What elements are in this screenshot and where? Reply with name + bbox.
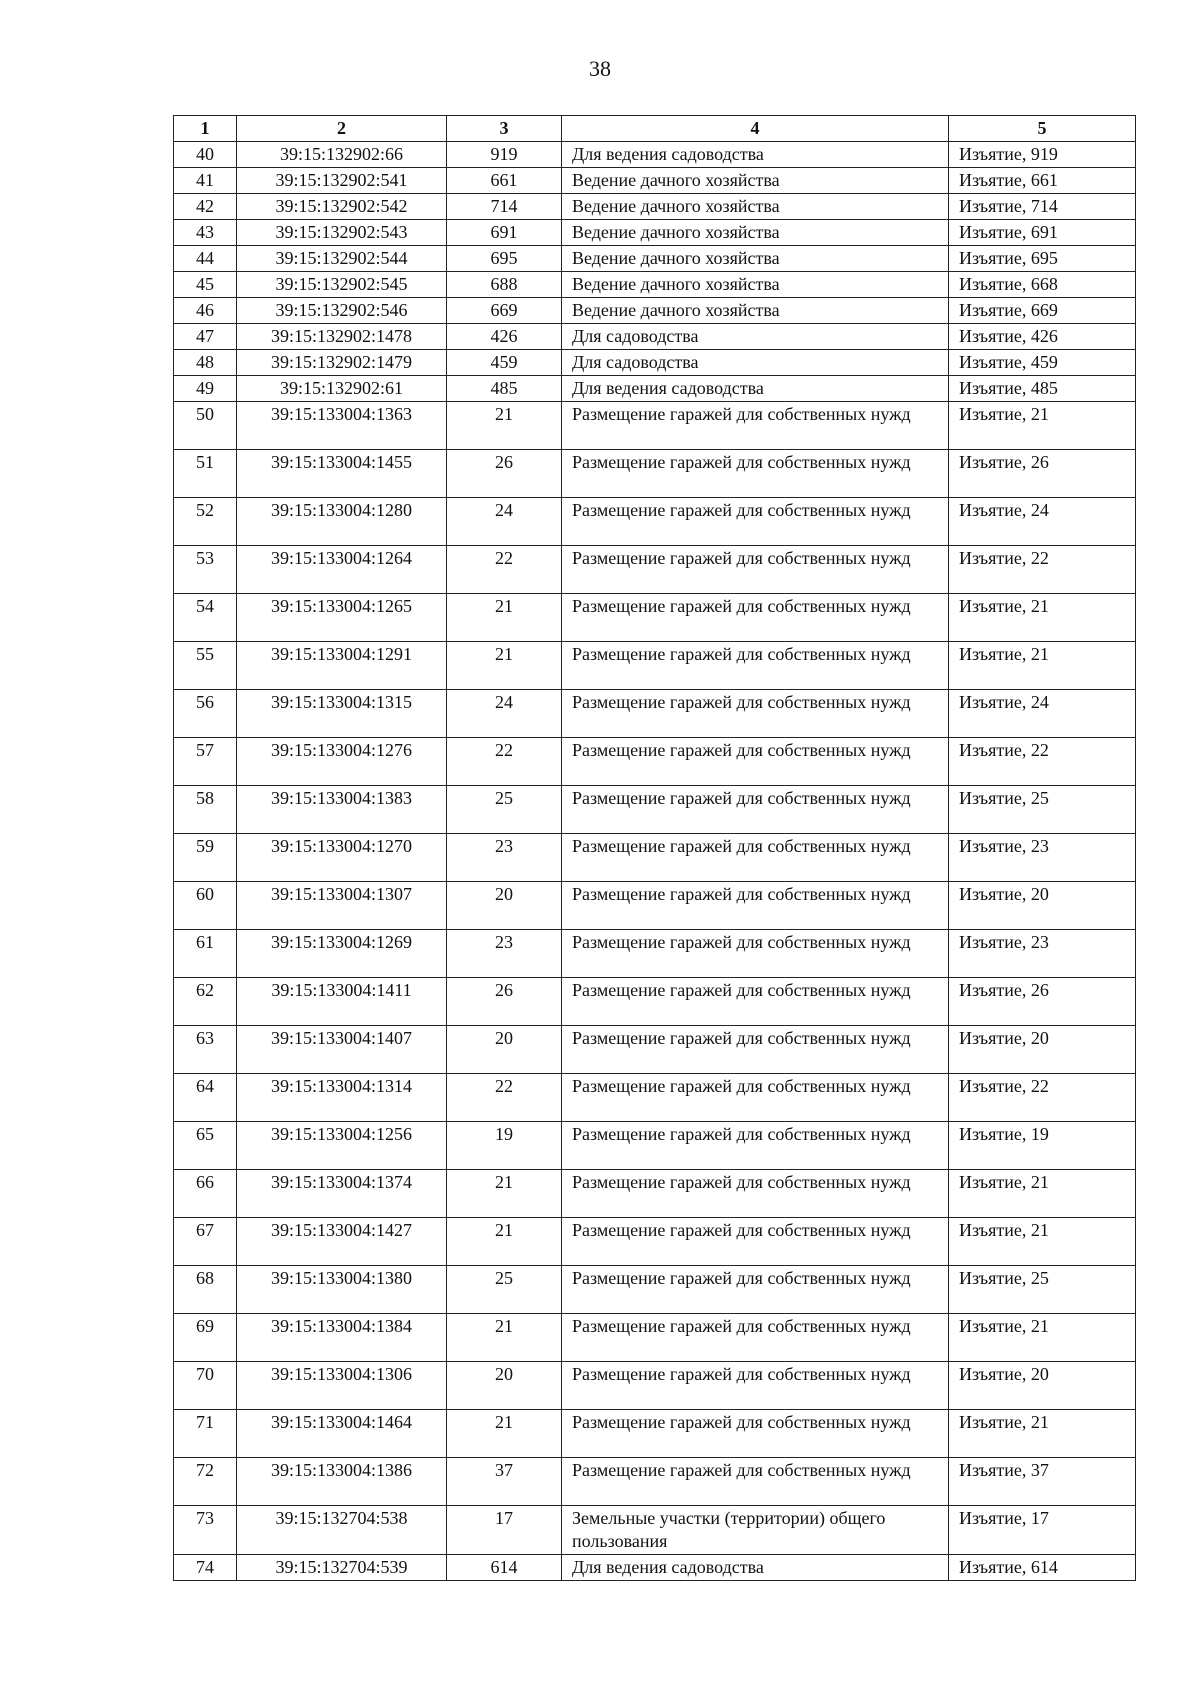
cadastral-number-cell: 39:15:133004:1386	[237, 1458, 447, 1506]
land-use-cell: Земельные участки (территории) общего пользования	[562, 1506, 949, 1555]
row-number-cell: 62	[174, 978, 237, 1026]
cadastral-number-cell: 39:15:133004:1291	[237, 642, 447, 690]
column-header-1: 1	[174, 116, 237, 142]
land-use-cell: Ведение дачного хозяйства	[562, 194, 949, 220]
cadastral-number-cell: 39:15:133004:1307	[237, 882, 447, 930]
table-row	[174, 882, 1136, 930]
action-cell: Изъятие, 17	[949, 1506, 1136, 1555]
action-cell: Изъятие, 21	[949, 642, 1136, 690]
area-cell: 22	[447, 546, 562, 594]
row-number-cell: 54	[174, 594, 237, 642]
land-use-cell: Ведение дачного хозяйства	[562, 246, 949, 272]
area-cell: 21	[447, 1314, 562, 1362]
area-cell: 17	[447, 1506, 562, 1555]
column-header-5: 5	[949, 116, 1136, 142]
table-row	[174, 1555, 1136, 1581]
table-row	[174, 1266, 1136, 1314]
action-cell: Изъятие, 26	[949, 450, 1136, 498]
cadastral-number-cell: 39:15:133004:1383	[237, 786, 447, 834]
row-number-cell: 55	[174, 642, 237, 690]
land-use-cell: Размещение гаражей для собственных нужд	[562, 1074, 949, 1122]
action-cell: Изъятие, 919	[949, 142, 1136, 168]
area-cell: 21	[447, 594, 562, 642]
cadastral-number-cell: 39:15:132902:541	[237, 168, 447, 194]
row-number-cell: 56	[174, 690, 237, 738]
area-cell: 21	[447, 1170, 562, 1218]
area-cell: 25	[447, 1266, 562, 1314]
row-number-cell: 52	[174, 498, 237, 546]
land-use-cell: Размещение гаражей для собственных нужд	[562, 882, 949, 930]
area-cell: 24	[447, 690, 562, 738]
action-cell: Изъятие, 661	[949, 168, 1136, 194]
cadastral-number-cell: 39:15:133004:1411	[237, 978, 447, 1026]
land-use-cell: Для ведения садоводства	[562, 142, 949, 168]
cadastral-number-cell: 39:15:132902:544	[237, 246, 447, 272]
row-number-cell: 53	[174, 546, 237, 594]
land-use-cell: Размещение гаражей для собственных нужд	[562, 1458, 949, 1506]
table-header	[174, 116, 1136, 142]
area-cell: 19	[447, 1122, 562, 1170]
action-cell: Изъятие, 668	[949, 272, 1136, 298]
table-row	[174, 834, 1136, 882]
table-row	[174, 450, 1136, 498]
land-use-cell: Размещение гаражей для собственных нужд	[562, 1122, 949, 1170]
land-use-cell: Размещение гаражей для собственных нужд	[562, 690, 949, 738]
action-cell: Изъятие, 21	[949, 1218, 1136, 1266]
land-use-cell: Размещение гаражей для собственных нужд	[562, 1362, 949, 1410]
row-number-cell: 48	[174, 350, 237, 376]
land-use-cell: Размещение гаражей для собственных нужд	[562, 1218, 949, 1266]
table-row	[174, 738, 1136, 786]
table-row	[174, 1170, 1136, 1218]
area-cell: 24	[447, 498, 562, 546]
area-cell: 26	[447, 450, 562, 498]
land-use-cell: Размещение гаражей для собственных нужд	[562, 834, 949, 882]
cadastral-number-cell: 39:15:132902:542	[237, 194, 447, 220]
cadastral-number-cell: 39:15:133004:1407	[237, 1026, 447, 1074]
row-number-cell: 73	[174, 1506, 237, 1555]
area-cell: 26	[447, 978, 562, 1026]
cadastral-number-cell: 39:15:133004:1464	[237, 1410, 447, 1458]
table-row	[174, 142, 1136, 168]
action-cell: Изъятие, 691	[949, 220, 1136, 246]
land-use-cell: Размещение гаражей для собственных нужд	[562, 450, 949, 498]
row-number-cell: 68	[174, 1266, 237, 1314]
action-cell: Изъятие, 695	[949, 246, 1136, 272]
area-cell: 37	[447, 1458, 562, 1506]
row-number-cell: 45	[174, 272, 237, 298]
row-number-cell: 59	[174, 834, 237, 882]
table-row	[174, 350, 1136, 376]
area-cell: 426	[447, 324, 562, 350]
header-row	[174, 116, 1136, 142]
land-use-cell: Размещение гаражей для собственных нужд	[562, 1266, 949, 1314]
action-cell: Изъятие, 25	[949, 786, 1136, 834]
action-cell: Изъятие, 25	[949, 1266, 1136, 1314]
action-cell: Изъятие, 24	[949, 498, 1136, 546]
table-row	[174, 246, 1136, 272]
row-number-cell: 58	[174, 786, 237, 834]
table-row	[174, 1074, 1136, 1122]
cadastral-number-cell: 39:15:133004:1306	[237, 1362, 447, 1410]
area-cell: 614	[447, 1555, 562, 1581]
area-cell: 20	[447, 882, 562, 930]
cadastral-number-cell: 39:15:133004:1280	[237, 498, 447, 546]
cadastral-number-cell: 39:15:132902:546	[237, 298, 447, 324]
table-row	[174, 1362, 1136, 1410]
action-cell: Изъятие, 20	[949, 1026, 1136, 1074]
land-use-cell: Размещение гаражей для собственных нужд	[562, 738, 949, 786]
cadastral-number-cell: 39:15:132902:66	[237, 142, 447, 168]
land-use-cell: Размещение гаражей для собственных нужд	[562, 1026, 949, 1074]
area-cell: 20	[447, 1026, 562, 1074]
land-use-cell: Для садоводства	[562, 350, 949, 376]
cadastral-number-cell: 39:15:133004:1427	[237, 1218, 447, 1266]
cadastral-number-cell: 39:15:132902:545	[237, 272, 447, 298]
column-header-4: 4	[562, 116, 949, 142]
action-cell: Изъятие, 24	[949, 690, 1136, 738]
land-use-cell: Размещение гаражей для собственных нужд	[562, 978, 949, 1026]
land-use-cell: Для ведения садоводства	[562, 1555, 949, 1581]
land-use-cell: Размещение гаражей для собственных нужд	[562, 642, 949, 690]
table-row	[174, 220, 1136, 246]
table-row	[174, 546, 1136, 594]
action-cell: Изъятие, 19	[949, 1122, 1136, 1170]
row-number-cell: 44	[174, 246, 237, 272]
area-cell: 21	[447, 402, 562, 450]
cadastral-number-cell: 39:15:132902:1478	[237, 324, 447, 350]
table-row	[174, 1122, 1136, 1170]
action-cell: Изъятие, 22	[949, 1074, 1136, 1122]
row-number-cell: 46	[174, 298, 237, 324]
cadastral-number-cell: 39:15:133004:1455	[237, 450, 447, 498]
land-use-cell: Размещение гаражей для собственных нужд	[562, 546, 949, 594]
area-cell: 485	[447, 376, 562, 402]
table-row	[174, 930, 1136, 978]
land-use-cell: Ведение дачного хозяйства	[562, 298, 949, 324]
row-number-cell: 57	[174, 738, 237, 786]
cadastral-number-cell: 39:15:132902:1479	[237, 350, 447, 376]
action-cell: Изъятие, 21	[949, 402, 1136, 450]
row-number-cell: 42	[174, 194, 237, 220]
action-cell: Изъятие, 26	[949, 978, 1136, 1026]
row-number-cell: 64	[174, 1074, 237, 1122]
row-number-cell: 72	[174, 1458, 237, 1506]
land-use-cell: Размещение гаражей для собственных нужд	[562, 1314, 949, 1362]
action-cell: Изъятие, 22	[949, 546, 1136, 594]
table-row	[174, 786, 1136, 834]
area-cell: 714	[447, 194, 562, 220]
action-cell: Изъятие, 485	[949, 376, 1136, 402]
cadastral-number-cell: 39:15:133004:1384	[237, 1314, 447, 1362]
area-cell: 23	[447, 834, 562, 882]
action-cell: Изъятие, 426	[949, 324, 1136, 350]
area-cell: 21	[447, 642, 562, 690]
table-row	[174, 498, 1136, 546]
land-use-cell: Ведение дачного хозяйства	[562, 272, 949, 298]
table-row	[174, 642, 1136, 690]
cadastral-number-cell: 39:15:133004:1374	[237, 1170, 447, 1218]
row-number-cell: 40	[174, 142, 237, 168]
row-number-cell: 63	[174, 1026, 237, 1074]
area-cell: 20	[447, 1362, 562, 1410]
row-number-cell: 51	[174, 450, 237, 498]
row-number-cell: 67	[174, 1218, 237, 1266]
land-use-cell: Для садоводства	[562, 324, 949, 350]
cadastral-number-cell: 39:15:133004:1264	[237, 546, 447, 594]
row-number-cell: 60	[174, 882, 237, 930]
table-row	[174, 1410, 1136, 1458]
area-cell: 695	[447, 246, 562, 272]
row-number-cell: 49	[174, 376, 237, 402]
land-use-cell: Ведение дачного хозяйства	[562, 168, 949, 194]
area-cell: 459	[447, 350, 562, 376]
land-use-cell: Ведение дачного хозяйства	[562, 220, 949, 246]
page-number: 38	[589, 56, 611, 81]
land-use-cell: Размещение гаражей для собственных нужд	[562, 786, 949, 834]
action-cell: Изъятие, 669	[949, 298, 1136, 324]
area-cell: 688	[447, 272, 562, 298]
land-use-cell: Размещение гаражей для собственных нужд	[562, 498, 949, 546]
action-cell: Изъятие, 20	[949, 1362, 1136, 1410]
row-number-cell: 69	[174, 1314, 237, 1362]
table-row	[174, 1458, 1136, 1506]
action-cell: Изъятие, 21	[949, 1170, 1136, 1218]
land-use-cell: Размещение гаражей для собственных нужд	[562, 1410, 949, 1458]
table-row	[174, 298, 1136, 324]
cadastral-number-cell: 39:15:133004:1380	[237, 1266, 447, 1314]
area-cell: 21	[447, 1218, 562, 1266]
row-number-cell: 61	[174, 930, 237, 978]
row-number-cell: 41	[174, 168, 237, 194]
table-body	[174, 142, 1136, 1581]
row-number-cell: 65	[174, 1122, 237, 1170]
table-row	[174, 690, 1136, 738]
area-cell: 25	[447, 786, 562, 834]
cadastral-number-cell: 39:15:133004:1269	[237, 930, 447, 978]
area-cell: 21	[447, 1410, 562, 1458]
area-cell: 22	[447, 738, 562, 786]
action-cell: Изъятие, 23	[949, 930, 1136, 978]
row-number-cell: 66	[174, 1170, 237, 1218]
table-row	[174, 978, 1136, 1026]
area-cell: 661	[447, 168, 562, 194]
land-use-cell: Размещение гаражей для собственных нужд	[562, 930, 949, 978]
cadastral-number-cell: 39:15:133004:1363	[237, 402, 447, 450]
row-number-cell: 74	[174, 1555, 237, 1581]
action-cell: Изъятие, 21	[949, 1410, 1136, 1458]
table-row	[174, 1314, 1136, 1362]
action-cell: Изъятие, 459	[949, 350, 1136, 376]
cadastral-number-cell: 39:15:132704:538	[237, 1506, 447, 1555]
land-plots-table	[173, 115, 1136, 1581]
table-row	[174, 1026, 1136, 1074]
table-row	[174, 324, 1136, 350]
action-cell: Изъятие, 21	[949, 594, 1136, 642]
table-row	[174, 376, 1136, 402]
land-use-cell: Для ведения садоводства	[562, 376, 949, 402]
land-use-cell: Размещение гаражей для собственных нужд	[562, 402, 949, 450]
table-row	[174, 168, 1136, 194]
row-number-cell: 50	[174, 402, 237, 450]
action-cell: Изъятие, 23	[949, 834, 1136, 882]
cadastral-number-cell: 39:15:133004:1314	[237, 1074, 447, 1122]
column-header-3: 3	[447, 116, 562, 142]
table-row	[174, 594, 1136, 642]
cadastral-number-cell: 39:15:133004:1276	[237, 738, 447, 786]
table-row	[174, 402, 1136, 450]
row-number-cell: 43	[174, 220, 237, 246]
area-cell: 919	[447, 142, 562, 168]
row-number-cell: 71	[174, 1410, 237, 1458]
cadastral-number-cell: 39:15:132902:61	[237, 376, 447, 402]
cadastral-number-cell: 39:15:133004:1256	[237, 1122, 447, 1170]
land-use-cell: Размещение гаражей для собственных нужд	[562, 594, 949, 642]
action-cell: Изъятие, 714	[949, 194, 1136, 220]
action-cell: Изъятие, 21	[949, 1314, 1136, 1362]
table-row	[174, 1218, 1136, 1266]
cadastral-number-cell: 39:15:132902:543	[237, 220, 447, 246]
area-cell: 691	[447, 220, 562, 246]
area-cell: 669	[447, 298, 562, 324]
cadastral-number-cell: 39:15:133004:1265	[237, 594, 447, 642]
action-cell: Изъятие, 614	[949, 1555, 1136, 1581]
cadastral-number-cell: 39:15:132704:539	[237, 1555, 447, 1581]
land-use-cell: Размещение гаражей для собственных нужд	[562, 1170, 949, 1218]
action-cell: Изъятие, 20	[949, 882, 1136, 930]
table-row	[174, 272, 1136, 298]
column-header-2: 2	[237, 116, 447, 142]
table-row	[174, 194, 1136, 220]
action-cell: Изъятие, 22	[949, 738, 1136, 786]
row-number-cell: 47	[174, 324, 237, 350]
area-cell: 23	[447, 930, 562, 978]
cadastral-number-cell: 39:15:133004:1270	[237, 834, 447, 882]
action-cell: Изъятие, 37	[949, 1458, 1136, 1506]
area-cell: 22	[447, 1074, 562, 1122]
row-number-cell: 70	[174, 1362, 237, 1410]
table-row	[174, 1506, 1136, 1555]
cadastral-number-cell: 39:15:133004:1315	[237, 690, 447, 738]
